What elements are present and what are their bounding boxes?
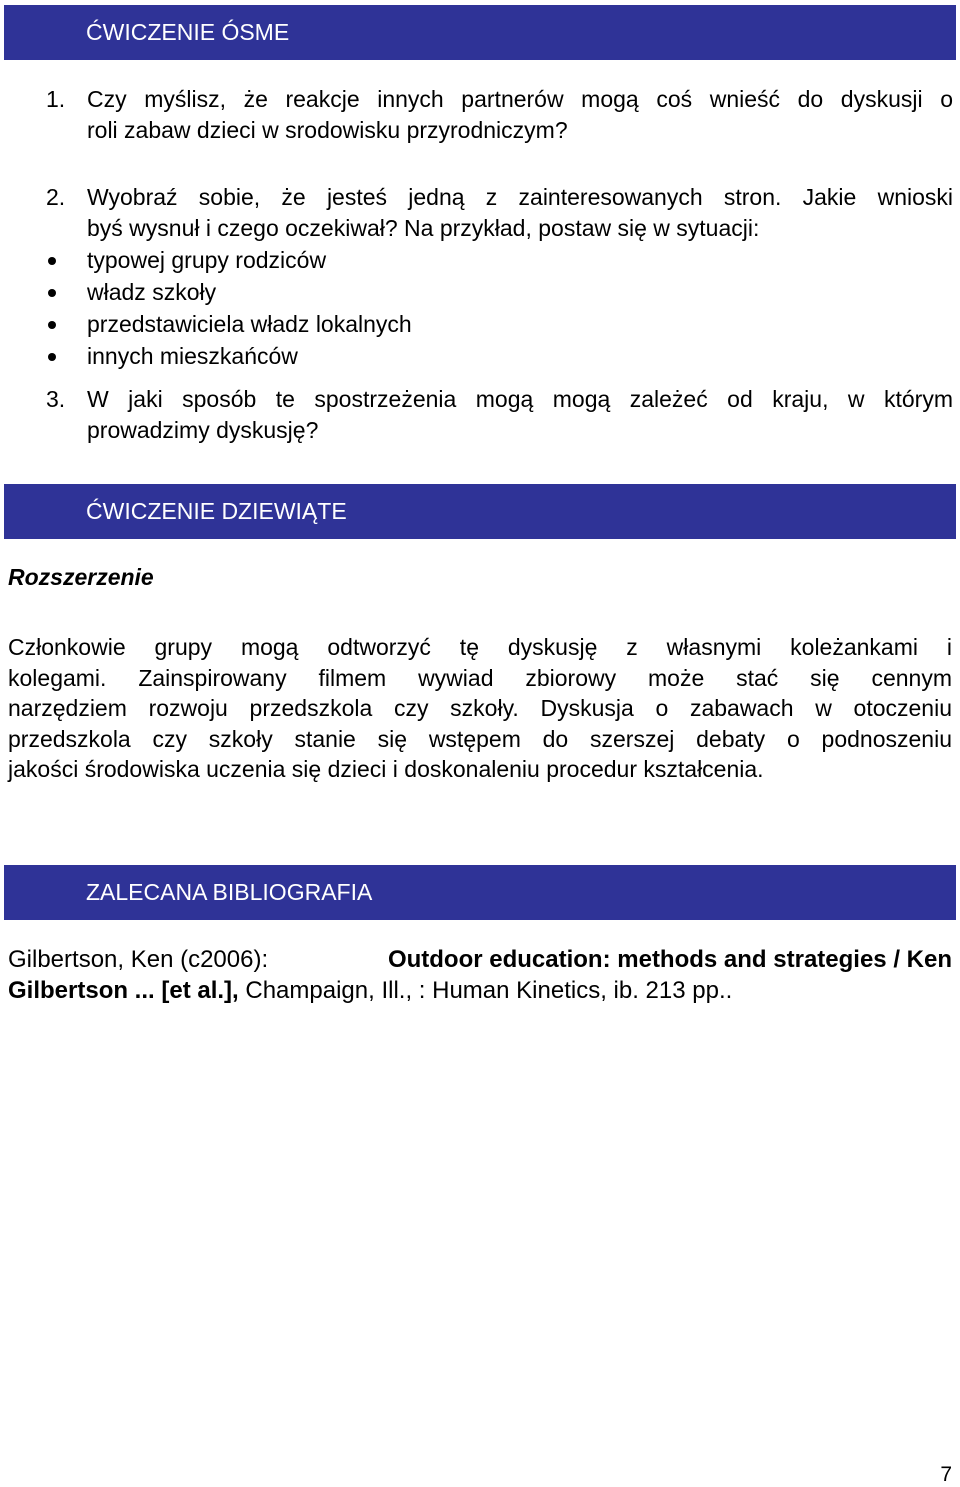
exercise-9-header: [4, 484, 956, 539]
bullet-item: innych mieszkańców: [87, 343, 298, 369]
entry-title-line-2: Gilbertson ... [et al.],: [8, 977, 239, 1004]
bibliography-entry: [8, 944, 952, 1006]
bullet-dot: [48, 353, 56, 361]
question-3-line-2: prowadzimy dyskusję?: [87, 417, 319, 443]
question-2-number: 2.: [46, 184, 66, 210]
question-3-line-1: W jaki sposób te spostrzeżenia mogą mogą zależeć od kraju, w którym: [87, 386, 953, 412]
exercise-8-title: ĆWICZENIE ÓSME: [86, 19, 290, 45]
question-3: [87, 384, 953, 446]
entry-author: Gilbertson, Ken (c2006):: [8, 946, 269, 973]
bibliography-header: [4, 865, 956, 920]
paragraph-line: kolegami. Zainspirowany filmem wywiad zbiorowy może stać się cennym: [8, 664, 952, 691]
entry-title-line-1: Outdoor education: methods and strategies / Ken: [387, 946, 952, 973]
bibliography-title: ZALECANA BIBLIOGRAFIA: [86, 879, 373, 905]
bullet-dot: [48, 289, 56, 297]
entry-publisher: Champaign, Ill., : Human Kinetics, ib. 213 pp..: [238, 977, 733, 1004]
question-1-line-2: roli zabaw dzieci w srodowisku przyrodniczym?: [87, 117, 568, 143]
paragraph-line: jakości środowiska uczenia się dzieci i doskonaleniu procedur kształcenia.: [8, 756, 764, 782]
question-1-number: 1.: [46, 86, 66, 112]
exercise-9-paragraph: [8, 632, 952, 785]
bullet-dot: [48, 257, 56, 265]
subheading-rozszerzenie: Rozszerzenie: [8, 564, 154, 590]
page-number: 7: [940, 1463, 952, 1486]
bullet-item: przedstawiciela władz lokalnych: [87, 311, 412, 337]
question-2-line-1: Wyobraź sobie, że jesteś jedną z zainteresowanych stron. Jakie wnioski: [87, 184, 953, 210]
exercise-9-title: ĆWICZENIE DZIEWIĄTE: [86, 498, 347, 524]
bullet-dot: [48, 321, 56, 329]
bullet-item: typowej grupy rodziców: [87, 247, 327, 273]
question-1-line-1: Czy myślisz, że reakcje innych partnerów mogą coś wnieść do dyskusji o: [87, 86, 953, 112]
question-2: [87, 182, 953, 244]
question-1: [87, 84, 953, 146]
paragraph-line: Członkowie grupy mogą odtworzyć tę dyskusję z własnymi koleżankami i: [8, 634, 952, 660]
exercise-8-header: [4, 5, 956, 60]
paragraph-line: narzędziem rozwoju przedszkola czy szkoły. Dyskusja o zabawach w otoczeniu: [8, 695, 952, 721]
bullet-item: władz szkoły: [87, 279, 217, 305]
question-3-number: 3.: [46, 386, 66, 412]
paragraph-line: przedszkola czy szkoły stanie się wstępem do szerszej debaty o podnoszeniu: [8, 725, 952, 752]
question-2-line-2: byś wysnuł i czego oczekiwał? Na przykład, postaw się w sytuacji:: [87, 215, 760, 241]
